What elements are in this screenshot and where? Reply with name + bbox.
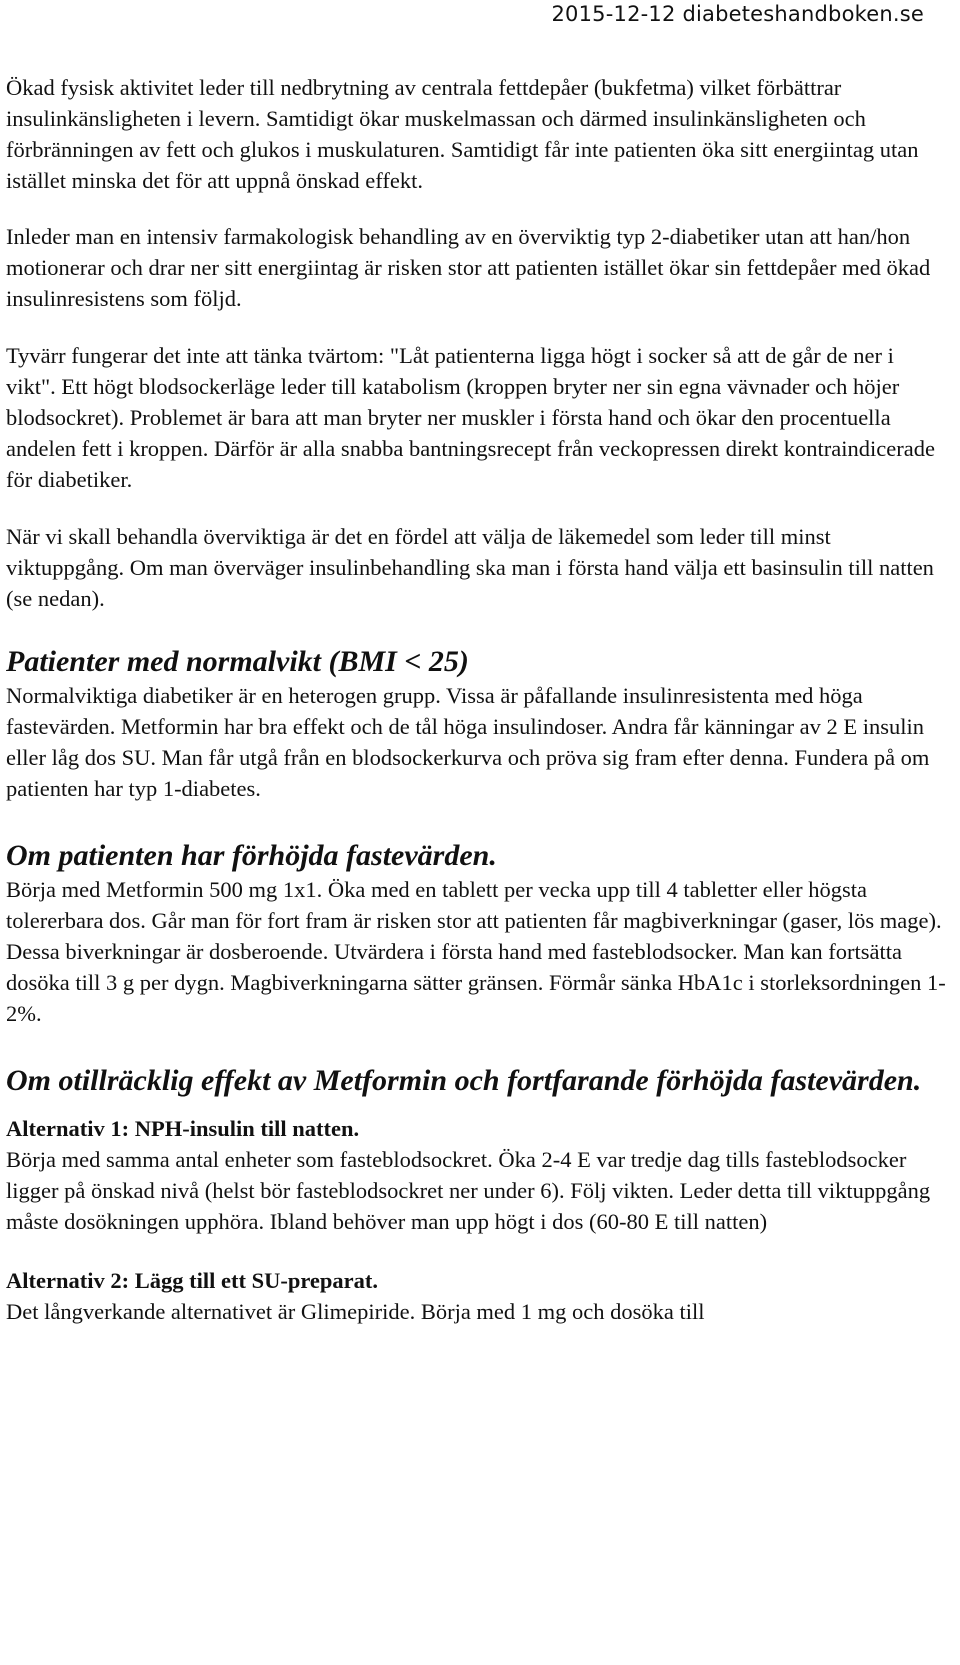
paragraph-pharmacological-treatment: Inleder man en intensiv farmakologisk behandling av en överviktig typ 2-diabetiker utan att han/hon motionerar och drar ner sitt energiintag är risken stor att patienten istället ökar sin fettdepåer med ökad insulinresistens som följd. xyxy=(6,224,931,311)
alternative-2-text: Det långverkande alternativet är Glimepiride. Börja med 1 mg och dosöka till xyxy=(6,1299,705,1324)
heading-elevated-fasting: Om patienten har förhöjda fastevärden. xyxy=(6,839,497,872)
header-date: 2015-12-12 xyxy=(551,2,676,26)
page-header xyxy=(552,2,925,26)
heading-insufficient-effect: Om otillräcklig effekt av Metformin och fortfarande förhöjda fastevärden. xyxy=(6,1064,922,1097)
paragraph-elevated-fasting: Börja med Metformin 500 mg 1x1. Öka med en tablett per vecka upp till 4 tabletter eller högsta tolererbara dos. Går man för fort fram är risken stor att patienten får magbiverkningar (gaser, lös mage). Dessa biverkningar är dosberoende. Utvärdera i första hand med fasteblodsocker. Man kan fortsätta dosöka till 3 g per dygn. Magbiverkningarna sätter gränsen. Förmår sänka HbA1c i storleksordningen 1-2%. xyxy=(6,877,946,1026)
paragraph-high-sugar: Tyvärr fungerar det inte att tänka tvärtom: "Låt patienterna ligga högt i socker så att de går de ner i vikt". Ett högt blodsockerläge leder till katabolism (kroppen bryter ner sin egna vävnader och höjer blodsockret). Problemet är bara att man bryter ner muskler i första hand och ökar den procentuella andelen fett i kroppen. Därför är alla snabba bantningsrecept från veckopressen direkt kontraindicerade för diabetiker. xyxy=(6,343,935,492)
paragraph-normal-weight: Normalviktiga diabetiker är en heterogen grupp. Vissa är påfallande insulinresistenta med höga fastevärden. Metformin har bra effekt och de tål höga insulindoser. Andra får känningar av 2 E insulin eller låg dos SU. Man får utgå från en blodsockerkurva och pröva sig fram efter denna. Fundera på om patienten har typ 1-diabetes. xyxy=(6,683,930,801)
heading-normal-weight: Patienter med normalvikt (BMI < 25) xyxy=(6,645,469,678)
header-site: diabeteshandboken.se xyxy=(682,2,924,26)
document-body xyxy=(6,72,946,1327)
paragraph-weight-gain-drugs: När vi skall behandla överviktiga är det en fördel att välja de läkemedel som leder till minst viktuppgång. Om man överväger insulinbehandling ska man i första hand välja ett basinsulin till natten (se nedan). xyxy=(6,524,934,611)
alternative-1-title: Alternativ 1: NPH-insulin till natten. xyxy=(6,1116,360,1141)
paragraph-physical-activity: Ökad fysisk aktivitet leder till nedbrytning av centrala fettdepåer (bukfetma) vilket förbättrar insulinkänsligheten i levern. Samtidigt ökar muskelmassan och därmed insulinkänsligheten och förbränningen av fett och glukos i muskulaturen. Samtidigt får inte patienten öka sitt energiintag utan istället minska det för att uppnå önskad effekt. xyxy=(6,75,919,193)
alternative-1-text: Börja med samma antal enheter som fasteblodsockret. Öka 2-4 E var tredje dag tills fasteblodsocker ligger på önskad nivå (helst bör fasteblodsockret ner under 6). Följ vikten. Leder detta till viktuppgång måste dosökningen upphöra. Ibland behöver man upp högt i dos (60-80 E till natten) xyxy=(6,1147,931,1234)
alternative-2-title: Alternativ 2: Lägg till ett SU-preparat. xyxy=(6,1268,379,1293)
